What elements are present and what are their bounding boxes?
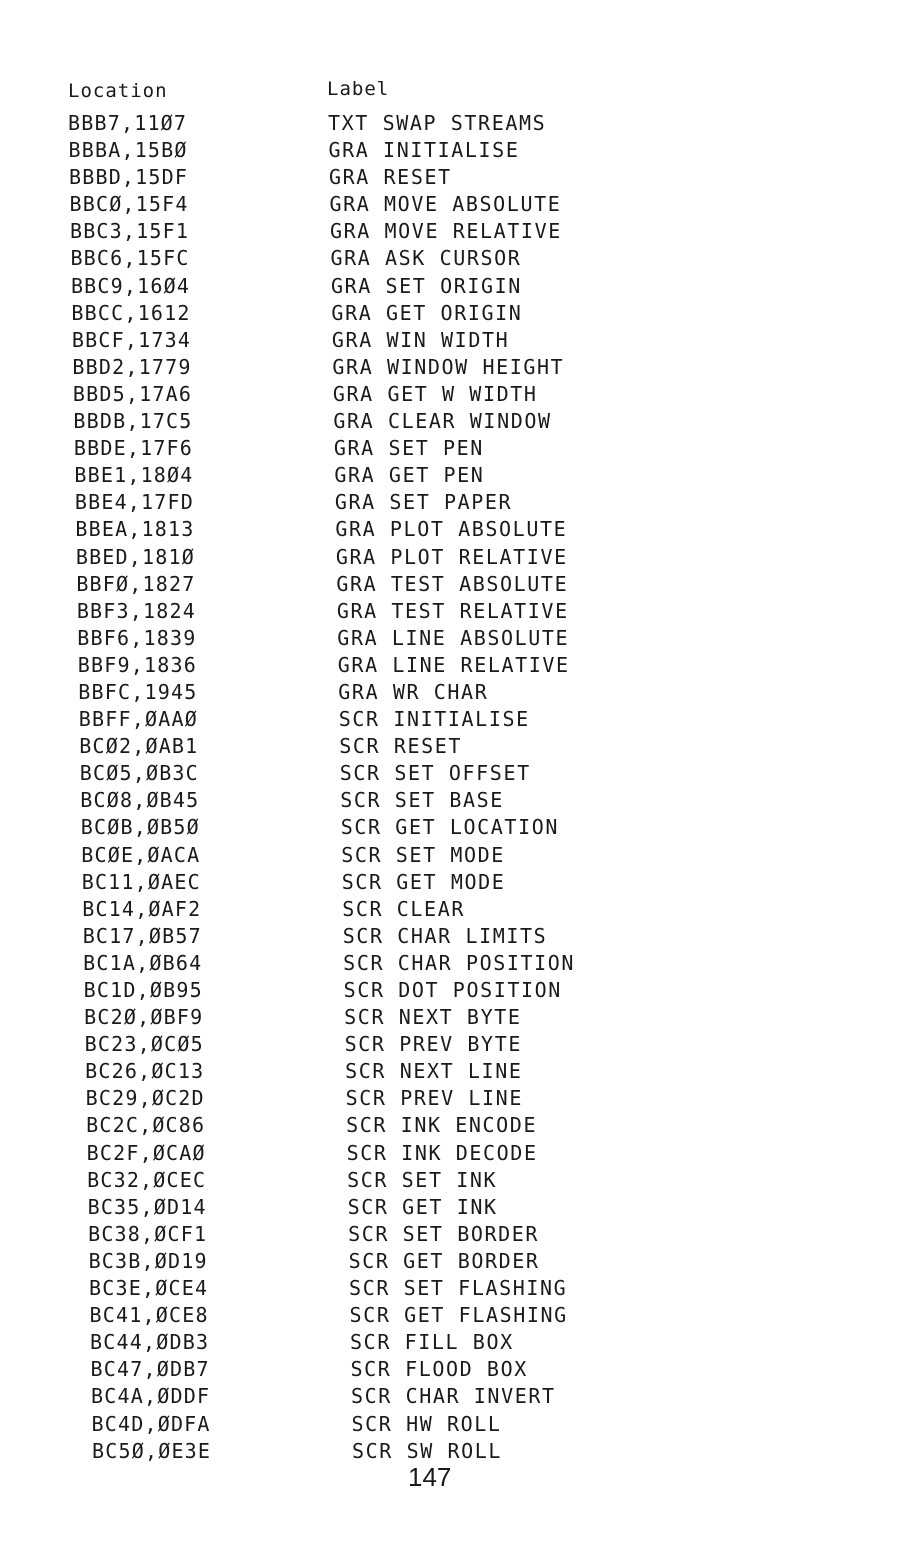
location-cell: BC2F,ØCAØ — [86, 1140, 206, 1165]
table-row — [0, 571, 924, 598]
table-row — [0, 327, 924, 354]
table-row — [0, 544, 924, 571]
label-cell: GRA INITIALISE — [328, 138, 520, 163]
table-row — [0, 733, 924, 760]
table-row — [0, 923, 924, 950]
location-cell: BC2Ø,ØBF9 — [84, 1005, 204, 1030]
location-cell: BBFF,ØAAØ — [78, 707, 198, 732]
location-cell: BCØ2,ØAB1 — [79, 734, 199, 759]
label-cell: SCR NEXT LINE — [345, 1059, 523, 1084]
table-row — [0, 1302, 924, 1329]
location-cell: BCØ5,ØB3C — [79, 761, 199, 786]
label-cell: GRA WINDOW HEIGHT — [332, 354, 565, 379]
table-row — [0, 1112, 924, 1139]
label-cell: GRA WIN WIDTH — [331, 327, 510, 352]
location-cell: BC35,ØD14 — [87, 1194, 207, 1219]
location-cell: BC29,ØC2D — [85, 1086, 205, 1111]
label-cell: GRA TEST RELATIVE — [336, 598, 569, 623]
location-cell: BBCC,1612 — [71, 300, 191, 325]
label-cell: SCR RESET — [339, 734, 463, 759]
table-row — [0, 354, 924, 381]
label-cell: GRA MOVE ABSOLUTE — [329, 192, 562, 217]
location-cell: BC4D,ØDFA — [91, 1411, 211, 1436]
table-row — [0, 977, 924, 1004]
table-row — [0, 218, 924, 245]
table-row — [0, 408, 924, 435]
label-cell: TXT SWAP STREAMS — [328, 111, 547, 135]
label-cell: SCR SET MODE — [341, 842, 505, 867]
table-row — [0, 381, 924, 408]
location-cell: BBEA,1813 — [75, 517, 195, 542]
label-cell: GRA LINE RELATIVE — [337, 652, 570, 677]
table-row — [0, 1004, 924, 1031]
table-row — [0, 1085, 924, 1112]
location-cell: BBBD,15DF — [68, 165, 189, 190]
label-cell: SCR SET INK — [347, 1167, 498, 1192]
location-cell: BBCØ,15F4 — [69, 192, 189, 217]
table-row — [0, 273, 924, 300]
table-row — [0, 137, 924, 164]
label-cell: SCR HW ROLL — [351, 1411, 502, 1436]
label-cell: SCR CHAR INVERT — [351, 1384, 556, 1409]
location-cell: BC44,ØDB3 — [90, 1330, 210, 1355]
table-row — [0, 516, 924, 543]
label-cell: SCR SET OFFSET — [339, 761, 531, 786]
label-cell: SCR GET FLASHING — [349, 1303, 568, 1328]
location-cell: BC32,ØCEC — [87, 1167, 207, 1192]
table-row — [0, 598, 924, 625]
label-cell: SCR INITIALISE — [338, 707, 530, 732]
label-cell: SCR FLOOD BOX — [350, 1357, 528, 1382]
label-cell: SCR SET BASE — [340, 788, 504, 813]
table-row — [0, 814, 924, 841]
label-cell: SCR SET FLASHING — [349, 1276, 568, 1301]
location-cell: BBDE,17F6 — [73, 436, 194, 461]
label-cell: GRA GET W WIDTH — [332, 381, 538, 406]
label-cell: SCR CHAR LIMITS — [342, 923, 548, 948]
table-row — [0, 110, 924, 137]
label-cell: SCR PREV LINE — [345, 1086, 523, 1111]
location-cell: BC23,ØCØ5 — [84, 1032, 204, 1057]
label-cell: GRA GET ORIGIN — [331, 300, 523, 325]
location-cell: BC17,ØB57 — [82, 923, 202, 948]
table-row — [0, 1194, 924, 1221]
table-row — [0, 1329, 924, 1356]
location-cell: BBE1,18Ø4 — [74, 463, 194, 488]
location-cell: BCØB,ØB5Ø — [80, 815, 200, 840]
table-row — [0, 300, 924, 327]
table-row — [0, 842, 924, 869]
location-cell: BC11,ØAEC — [81, 869, 201, 894]
location-cell: BC26,ØC13 — [85, 1059, 205, 1084]
table-row — [0, 679, 924, 706]
location-cell: BBC6,15FC — [70, 246, 190, 271]
table-row — [0, 489, 924, 516]
table-row — [0, 1248, 924, 1275]
label-cell: SCR NEXT BYTE — [344, 1005, 522, 1030]
location-cell: BC3B,ØD19 — [88, 1248, 208, 1273]
location-cell: BC38,ØCF1 — [88, 1221, 208, 1246]
label-cell: SCR GET LOCATION — [340, 815, 559, 840]
location-cell: BBD2,1779 — [72, 354, 192, 379]
label-cell: SCR CHAR POSITION — [343, 950, 576, 975]
label-cell: GRA GET PEN — [334, 463, 485, 488]
table-row — [0, 164, 924, 191]
location-cell: BC1A,ØB64 — [83, 950, 203, 975]
table-row — [0, 625, 924, 652]
page-number: 147 — [408, 1462, 452, 1492]
location-cell: BBCF,1734 — [71, 327, 192, 352]
table-row — [0, 1058, 924, 1085]
location-cell: BC4A,ØDDF — [91, 1384, 211, 1409]
location-cell: BBF6,1839 — [77, 625, 197, 650]
table-row — [0, 1383, 924, 1410]
location-cell: BBFC,1945 — [78, 679, 198, 704]
location-cell: BC47,ØDB7 — [90, 1357, 210, 1382]
table-row — [0, 1167, 924, 1194]
label-cell: SCR INK ENCODE — [346, 1113, 538, 1138]
table-row — [0, 1140, 924, 1167]
location-cell: BBF3,1824 — [76, 598, 196, 623]
label-cell: SCR GET BORDER — [348, 1248, 540, 1273]
location-cell: BC1D,ØB95 — [83, 978, 203, 1002]
table-row — [0, 1356, 924, 1383]
label-cell: SCR CLEAR — [342, 896, 465, 921]
table-row — [0, 1031, 924, 1058]
location-cell: BC41,ØCE8 — [89, 1303, 209, 1328]
table-row — [0, 1438, 924, 1465]
label-cell: GRA WR CHAR — [338, 679, 489, 704]
label-cell: GRA SET ORIGIN — [330, 273, 522, 298]
label-column-header: Label — [327, 78, 390, 100]
table-row — [0, 706, 924, 733]
label-cell: GRA RESET — [328, 165, 452, 190]
table-row — [0, 1275, 924, 1302]
location-cell: BBC9,16Ø4 — [70, 273, 191, 298]
label-cell: GRA CLEAR WINDOW — [333, 409, 552, 434]
label-cell: SCR FILL BOX — [350, 1330, 514, 1355]
label-cell: GRA LINE ABSOLUTE — [337, 625, 570, 650]
table-row — [0, 869, 924, 896]
label-cell: GRA PLOT ABSOLUTE — [335, 517, 568, 542]
label-cell: SCR DOT POSITION — [343, 978, 562, 1002]
location-column-header: Location — [68, 80, 168, 102]
table-row — [0, 896, 924, 923]
location-cell: BBBA,15BØ — [68, 138, 188, 163]
location-cell: BBE4,17FD — [74, 490, 195, 515]
label-cell: SCR SW ROLL — [352, 1438, 503, 1463]
listing-table — [0, 110, 924, 1465]
location-cell: BBDB,17C5 — [73, 409, 193, 434]
label-cell: SCR PREV BYTE — [344, 1032, 522, 1057]
table-row — [0, 787, 924, 814]
label-cell: GRA TEST ABSOLUTE — [336, 571, 569, 596]
label-cell: GRA MOVE RELATIVE — [329, 219, 562, 244]
table-row — [0, 462, 924, 489]
label-cell: SCR GET MODE — [341, 869, 506, 894]
label-cell: GRA SET PAPER — [334, 490, 513, 515]
label-cell: GRA SET PEN — [333, 436, 484, 461]
label-cell: SCR INK DECODE — [346, 1140, 538, 1165]
location-cell: BC14,ØAF2 — [82, 896, 202, 921]
table-row — [0, 245, 924, 272]
location-cell: BC5Ø,ØE3E — [92, 1438, 212, 1463]
label-cell: SCR SET BORDER — [348, 1221, 540, 1246]
label-cell: SCR GET INK — [347, 1194, 498, 1219]
table-row — [0, 950, 924, 977]
table-row — [0, 435, 924, 462]
location-cell: BBC3,15F1 — [69, 219, 190, 244]
location-cell: BC2C,ØC86 — [86, 1113, 206, 1138]
location-cell: BCØ8,ØB45 — [80, 788, 200, 813]
table-row — [0, 1221, 924, 1248]
table-row — [0, 1411, 924, 1438]
table-row — [0, 760, 924, 787]
location-cell: BBB7,11Ø7 — [68, 111, 188, 135]
location-cell: BBED,181Ø — [75, 544, 195, 569]
location-cell: BBFØ,1827 — [76, 571, 196, 596]
location-cell: BBD5,17A6 — [72, 381, 193, 406]
table-row — [0, 191, 924, 218]
table-row — [0, 652, 924, 679]
label-cell: GRA PLOT RELATIVE — [335, 544, 568, 569]
location-cell: BC3E,ØCE4 — [89, 1276, 209, 1301]
location-cell: BCØE,ØACA — [81, 842, 201, 867]
location-cell: BBF9,1836 — [77, 652, 197, 677]
label-cell: GRA ASK CURSOR — [330, 246, 522, 271]
